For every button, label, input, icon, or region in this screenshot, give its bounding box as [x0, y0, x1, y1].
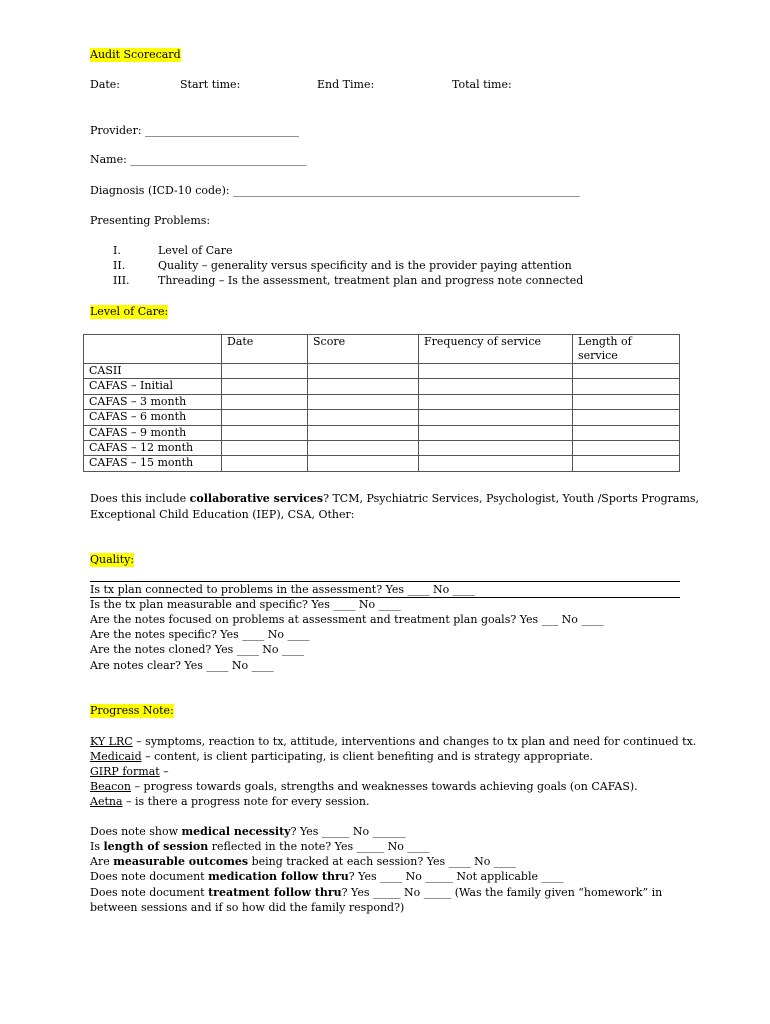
question-text: ? Yes _____ No ______ [290, 825, 406, 838]
divider [90, 581, 680, 582]
source-name: KY LRC [90, 735, 133, 748]
problem-number: I. [113, 244, 121, 257]
question-text: being tracked at each session? Yes ____ No ____ [248, 855, 516, 868]
total-time-label: Total time: [452, 78, 512, 91]
collaborative-services-question [90, 492, 699, 506]
table-header-row [84, 335, 680, 364]
problem-number: III. [113, 274, 130, 287]
table-cell[interactable] [308, 379, 419, 394]
source-text: – [159, 765, 169, 778]
source-text: – content, is client participating, is client benefiting and is strategy appropriate. [141, 750, 594, 763]
row-label: CAFAS – 9 month [84, 425, 222, 440]
source-name: Aetna [90, 795, 123, 808]
source-text: – progress towards goals, strengths and weaknesses towards achieving goals (on CAFAS). [131, 780, 638, 793]
question-text: Does note document [90, 870, 209, 883]
table-row [84, 456, 680, 471]
presenting-problems-label: Presenting Problems: [90, 214, 211, 227]
level-of-care-heading: Level of Care: [90, 305, 169, 318]
question-emphasis: length of session [103, 840, 209, 853]
question-text: Does note show [90, 825, 182, 838]
quality-item: Are the notes specific? Yes ____ No ____ [90, 628, 310, 641]
progress-question [90, 870, 564, 884]
quality-item: Are the notes cloned? Yes ____ No ____ [90, 643, 305, 656]
page-title: Audit Scorecard [90, 48, 181, 61]
quality-item: Is the tx plan measurable and specific? Yes ____ No ____ [90, 598, 401, 611]
quality-item: Are the notes focused on problems at assessment and treatment plan goals? Yes ___ No ____ [90, 613, 604, 626]
table-row [84, 440, 680, 455]
criteria-source [90, 780, 638, 794]
table-cell[interactable] [308, 425, 419, 440]
progress-question [90, 855, 516, 869]
table-cell[interactable] [222, 440, 308, 455]
table-cell[interactable] [222, 410, 308, 425]
level-of-care-table [83, 334, 680, 472]
table-cell[interactable] [308, 394, 419, 409]
criteria-source [90, 795, 370, 809]
collaborative-services-question-cont: Exceptional Child Education (IEP), CSA, Other: [90, 508, 355, 521]
table-cell[interactable] [419, 364, 573, 379]
table-cell[interactable] [419, 410, 573, 425]
source-text: – symptoms, reaction to tx, attitude, interventions and changes to tx plan and need for continued tx. [132, 735, 697, 748]
source-name: Medicaid [90, 750, 142, 763]
table-cell[interactable] [573, 456, 680, 471]
table-row [84, 410, 680, 425]
table-cell[interactable] [419, 440, 573, 455]
question-text: Does note document [90, 886, 209, 899]
progress-question [90, 825, 406, 839]
table-cell[interactable] [419, 456, 573, 471]
criteria-source [90, 750, 593, 764]
table-cell[interactable] [308, 410, 419, 425]
question-emphasis: treatment follow thru [208, 886, 342, 899]
column-header: Length of service [573, 335, 680, 364]
question-text: reflected in the note? Yes _____ No ____ [208, 840, 430, 853]
column-header [84, 335, 222, 364]
table-cell[interactable] [573, 410, 680, 425]
table-cell[interactable] [222, 394, 308, 409]
table-cell[interactable] [573, 425, 680, 440]
table-row [84, 394, 680, 409]
row-label: CAFAS – 3 month [84, 394, 222, 409]
quality-item: Are notes clear? Yes ____ No ____ [90, 659, 274, 672]
question-emphasis: medication follow thru [208, 870, 349, 883]
table-cell[interactable] [222, 364, 308, 379]
problem-number: II. [113, 259, 126, 272]
table-cell[interactable] [573, 394, 680, 409]
provider-field: Provider: ____________________________ [90, 124, 300, 137]
quality-heading: Quality: [90, 553, 135, 566]
table-cell[interactable] [419, 425, 573, 440]
problem-text: Level of Care [158, 244, 233, 257]
problem-text: Quality – generality versus specificity and is the provider paying attention [158, 259, 572, 272]
table-cell[interactable] [222, 379, 308, 394]
column-header: Score [308, 335, 419, 364]
table-cell[interactable] [573, 364, 680, 379]
table-row [84, 379, 680, 394]
progress-note-heading: Progress Note: [90, 704, 174, 717]
row-label: CAFAS – 12 month [84, 440, 222, 455]
table-cell[interactable] [419, 379, 573, 394]
table-cell[interactable] [573, 379, 680, 394]
table-row [84, 364, 680, 379]
progress-question-cont: between sessions and if so how did the family respond?) [90, 901, 405, 914]
diagnosis-field: Diagnosis (ICD-10 code): _______________________________________________________________ [90, 184, 580, 197]
row-label: CAFAS – 15 month [84, 456, 222, 471]
criteria-source [90, 765, 169, 779]
table-cell[interactable] [308, 456, 419, 471]
question-text: Are [90, 855, 114, 868]
criteria-source [90, 735, 696, 749]
table-cell[interactable] [308, 364, 419, 379]
question-text: ? Yes _____ No _____ (Was the family given “homework” in [341, 886, 663, 899]
table-row [84, 425, 680, 440]
column-header: Frequency of service [419, 335, 573, 364]
table-cell[interactable] [222, 456, 308, 471]
row-label: CASII [84, 364, 222, 379]
problem-text: Threading – Is the assessment, treatment plan and progress note connected [158, 274, 584, 287]
column-header: Date [222, 335, 308, 364]
source-text: – is there a progress note for every session. [122, 795, 370, 808]
end-time-label: End Time: [317, 78, 375, 91]
question-emphasis: measurable outcomes [113, 855, 249, 868]
table-cell[interactable] [573, 440, 680, 455]
quality-item: Is tx plan connected to problems in the assessment? Yes ____ No ____ [90, 583, 475, 596]
question-text: ? TCM, Psychiatric Services, Psychologist, Youth /Sports Programs, [323, 492, 700, 505]
question-text: Is [90, 840, 104, 853]
name-field: Name: ________________________________ [90, 153, 307, 166]
start-time-label: Start time: [180, 78, 241, 91]
row-label: CAFAS – 6 month [84, 410, 222, 425]
question-text: ? Yes ____ No _____ Not applicable ____ [348, 870, 564, 883]
source-name: Beacon [90, 780, 132, 793]
question-text: Does this include [90, 492, 190, 505]
table-cell[interactable] [222, 425, 308, 440]
progress-question [90, 840, 429, 854]
question-emphasis: medical necessity [181, 825, 291, 838]
question-emphasis: collaborative services [189, 492, 324, 505]
table-cell[interactable] [419, 394, 573, 409]
row-label: CAFAS – Initial [84, 379, 222, 394]
table-cell[interactable] [308, 440, 419, 455]
source-name: GIRP format [90, 765, 160, 778]
progress-question [90, 886, 662, 900]
date-label: Date: [90, 78, 121, 91]
